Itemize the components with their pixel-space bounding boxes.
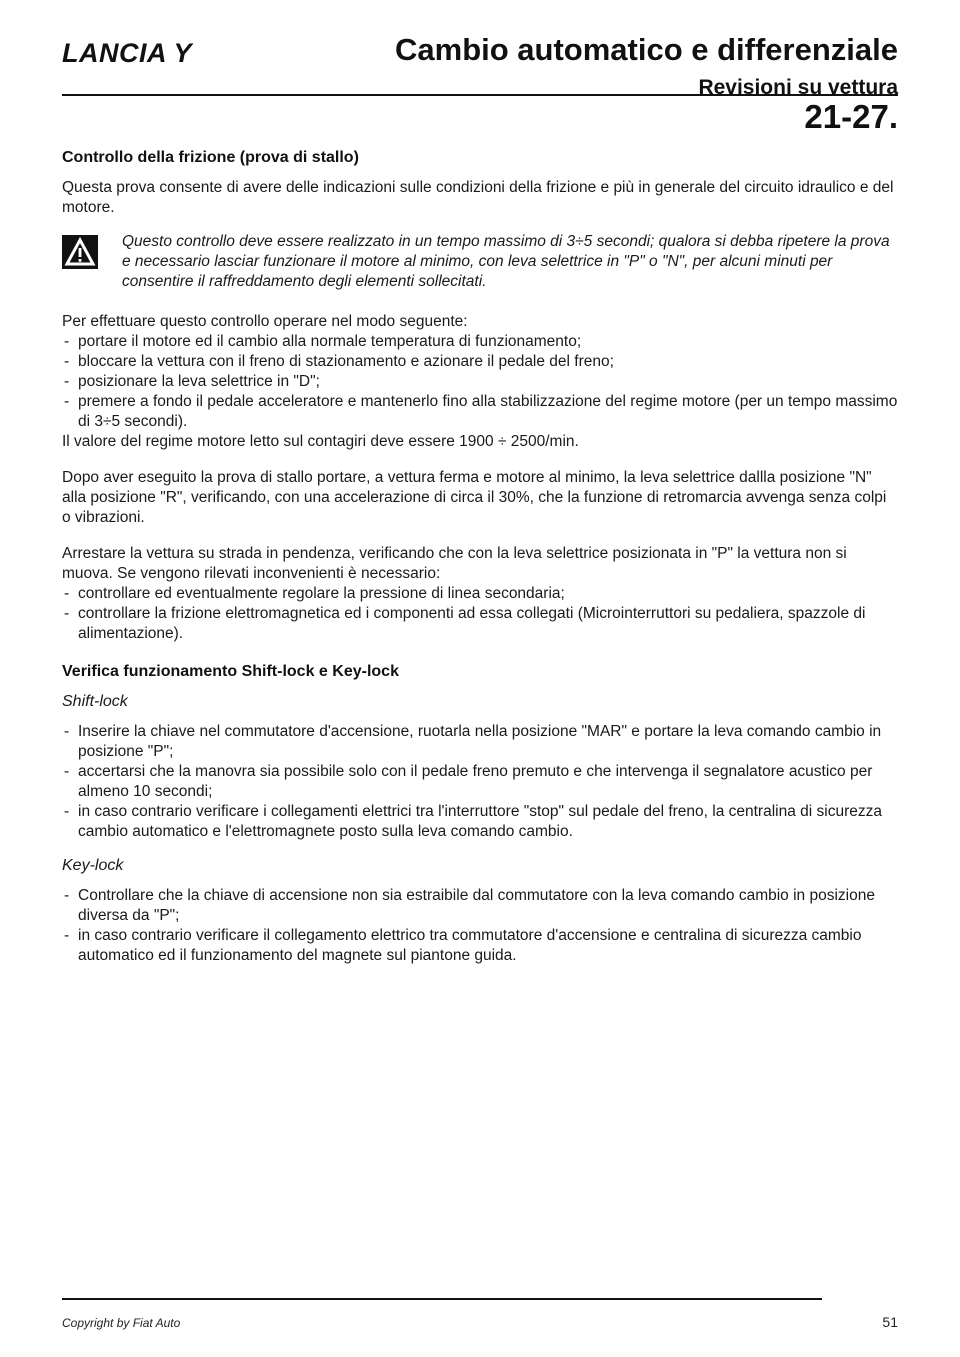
warning-text: Questo controllo deve essere realizzato in un tempo massimo di 3÷5 secondi; qualora si debba ripetere la prova e necessario lasciar funzionare il motore al minimo, con leva selettrice in "P" o "N", per alcuni minuti per consentire il raffreddamento degli elementi sollecitati. — [122, 233, 890, 290]
brand-title: LANCIA Y — [62, 38, 193, 68]
list-item: - Inserire la chiave nel commutatore d'accensione, ruotarla nella posizione "MAR" e portare la leva comando cambio in posizione "P"; — [62, 722, 898, 762]
subheading-shift-lock: Shift-lock — [62, 693, 128, 710]
list-item: - controllare la frizione elettromagnetica ed i componenti ad essa collegati (Microinterruttori su pedaliera, spazzole di alimentazione). — [62, 604, 898, 644]
warning-note — [62, 232, 898, 292]
section-heading-stall-test: Controllo della frizione (prova di stallo) — [62, 149, 359, 166]
shift-lock-items — [62, 722, 898, 842]
list-item: - Controllare che la chiave di accensione non sia estraibile dal commutatore con la leva comando cambio in posizione diversa da "P"; — [62, 886, 898, 926]
page-header — [62, 28, 898, 158]
key-lock-items — [62, 886, 898, 966]
chapter-subtitle: Revisioni su vettura — [698, 76, 898, 99]
list-item: - in caso contrario verificare i collegamenti elettrici tra l'interruttore "stop" sul pedale del freno, la centralina di sicurezza cambio automatico e l'elettromagnete posto sulla leva comando cambio. — [62, 802, 898, 842]
list-item: - accertarsi che la manovra sia possibile solo con il pedale freno premuto e che intervenga il segnalatore acustico per almeno 10 secondi; — [62, 762, 898, 802]
chapter-title: Cambio automatico e differenziale — [395, 32, 898, 67]
check-items — [62, 584, 898, 644]
reverse-check-paragraph: Dopo aver eseguito la prova di stallo portare, a vettura ferma e motore al minimo, la leva selettrice dallla posizione "N" alla posizione "R", verificando, con una accelerazione di circa il 30%, che la funzione di retromarcia avvenga senza colpi o vibrazioni. — [62, 469, 887, 526]
list-item: - in caso contrario verificare il collegamento elettrico tra commutatore d'accensione e centralina di sicurezza cambio automatico ed il funzionamento del magnete sul piantone guida. — [62, 926, 898, 966]
list-item: - bloccare la vettura con il freno di stazionamento e azionare il pedale del freno; — [62, 352, 898, 372]
procedure-steps — [62, 332, 898, 432]
section-number: 21-27. — [804, 98, 898, 135]
page-footer — [62, 1298, 898, 1338]
list-item: - posizionare la leva selettrice in "D"; — [62, 372, 898, 392]
copyright-text: Copyright by Fiat Auto — [62, 1316, 181, 1330]
list-item: - portare il motore ed il cambio alla normale temperatura di funzionamento; — [62, 332, 898, 352]
procedure-intro: Per effettuare questo controllo operare nel modo seguente: — [62, 313, 468, 330]
slope-check-paragraph: Arrestare la vettura su strada in pendenza, verificando che con la leva selettrice posizionata in "P" la vettura non si muova. Se vengono rilevati inconvenienti è necessario: — [62, 545, 847, 582]
page-number: 51 — [882, 1314, 898, 1330]
section-heading-shift-key-lock: Verifica funzionamento Shift-lock e Key-lock — [62, 663, 399, 680]
result-paragraph: Il valore del regime motore letto sul contagiri deve essere 1900 ÷ 2500/min. — [62, 433, 579, 450]
subheading-key-lock: Key-lock — [62, 857, 124, 874]
warning-triangle-icon — [62, 235, 98, 269]
page-content — [62, 148, 898, 966]
header-rule — [62, 94, 898, 96]
list-item: - premere a fondo il pedale acceleratore e mantenerlo fino alla stabilizzazione del regime motore (per un tempo massimo di 3÷5 secondi). — [62, 392, 898, 432]
list-item: - controllare ed eventualmente regolare la pressione di linea secondaria; — [62, 584, 898, 604]
footer-rule — [62, 1298, 822, 1300]
intro-paragraph: Questa prova consente di avere delle indicazioni sulle condizioni della frizione e più in generale del circuito idraulico e del motore. — [62, 179, 894, 216]
